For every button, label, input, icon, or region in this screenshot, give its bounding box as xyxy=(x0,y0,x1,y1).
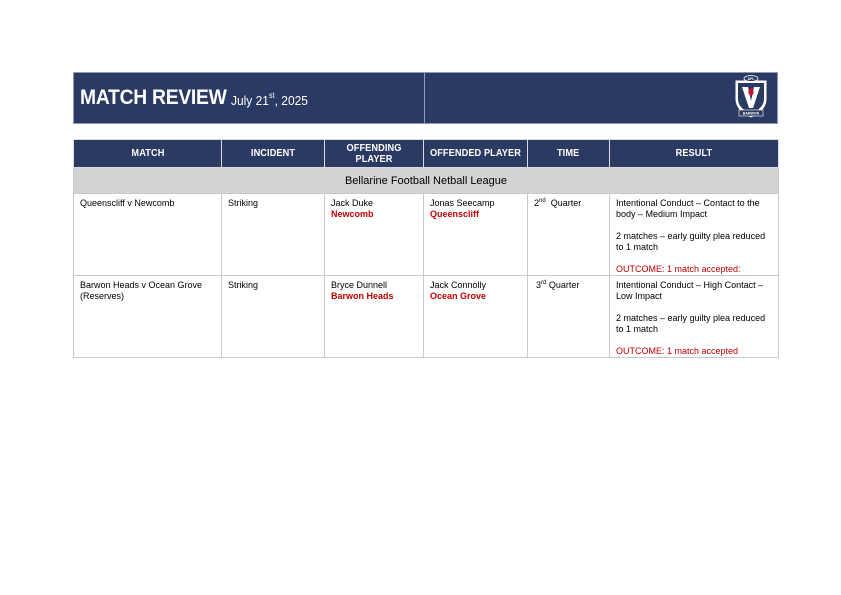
column-header-time: TIME xyxy=(528,140,610,168)
match-cell: Queenscliff v Newcomb xyxy=(74,194,222,276)
column-header-match: MATCH xyxy=(74,140,222,168)
result-spacer xyxy=(616,253,773,264)
review-date xyxy=(231,90,309,108)
column-header-incident: INCIDENT xyxy=(222,140,325,168)
match-cell: Barwon Heads v Ocean Grove (Reserves) xyxy=(74,276,222,358)
result-charge: Intentional Conduct – High Contact – Low Impact xyxy=(616,280,764,301)
review-date-day: July 21 xyxy=(231,92,270,108)
offending-player-cell xyxy=(325,194,424,276)
offended-player-club: Ocean Grove xyxy=(430,291,487,301)
result-cell xyxy=(610,194,779,276)
match-review-table xyxy=(73,139,779,358)
result-spacer xyxy=(616,220,773,231)
column-header-offended-player: OFFENDED PLAYER xyxy=(424,140,528,168)
offended-player-club: Queenscliff xyxy=(430,209,480,219)
logo-barwon-text: BARWON xyxy=(742,111,760,116)
time-quarter-suffix: nd xyxy=(539,198,546,204)
result-plea: 2 matches – early guilty plea reduced to 1 match xyxy=(616,313,766,334)
table-header-row xyxy=(74,140,779,168)
result-outcome: OUTCOME: 1 match accepted: xyxy=(616,264,741,274)
offending-player-club: Newcomb xyxy=(331,209,374,219)
column-header-result: RESULT xyxy=(610,140,779,168)
league-name: Bellarine Football Netball League xyxy=(74,168,779,194)
offended-player-cell xyxy=(424,276,528,358)
league-row xyxy=(74,168,779,194)
result-spacer xyxy=(616,335,773,346)
time-quarter-label: Quarter xyxy=(546,280,580,290)
offended-player-cell xyxy=(424,194,528,276)
result-outcome: OUTCOME: 1 match accepted xyxy=(616,346,739,356)
column-header-offending-player: OFFENDING PLAYER xyxy=(325,140,424,168)
header-title-block xyxy=(74,73,425,123)
offending-player-cell xyxy=(325,276,424,358)
result-charge: Intentional Conduct – Contact to the body – Medium Impact xyxy=(616,198,760,219)
table-row xyxy=(74,276,779,358)
result-plea: 2 matches – early guilty plea reduced to 1 match xyxy=(616,231,766,252)
review-date-year: , 2025 xyxy=(274,92,309,108)
header-banner xyxy=(73,72,778,124)
review-date-suffix: st xyxy=(269,90,275,100)
offending-player-club: Barwon Heads xyxy=(331,291,394,301)
table-row xyxy=(74,194,779,276)
afl-barwon-logo-icon xyxy=(731,75,771,121)
offended-player-name: Jack Connolly xyxy=(430,280,487,290)
time-cell xyxy=(528,276,610,358)
time-quarter-suffix: rd xyxy=(541,280,547,286)
incident-cell: Striking xyxy=(222,276,325,358)
time-quarter-number: 3 xyxy=(536,280,542,290)
result-cell xyxy=(610,276,779,358)
time-quarter-number: 2 xyxy=(534,198,540,208)
incident-cell: Striking xyxy=(222,194,325,276)
logo-afl-text: AFL xyxy=(747,77,755,81)
offending-player-name: Bryce Dunnell xyxy=(331,280,388,290)
page-title: MATCH REVIEW xyxy=(80,86,227,109)
time-cell xyxy=(528,194,610,276)
offended-player-name: Jonas Seecamp xyxy=(430,198,495,208)
time-quarter-label: Quarter xyxy=(545,198,582,208)
result-spacer xyxy=(616,302,773,313)
offending-player-name: Jack Duke xyxy=(331,198,374,208)
